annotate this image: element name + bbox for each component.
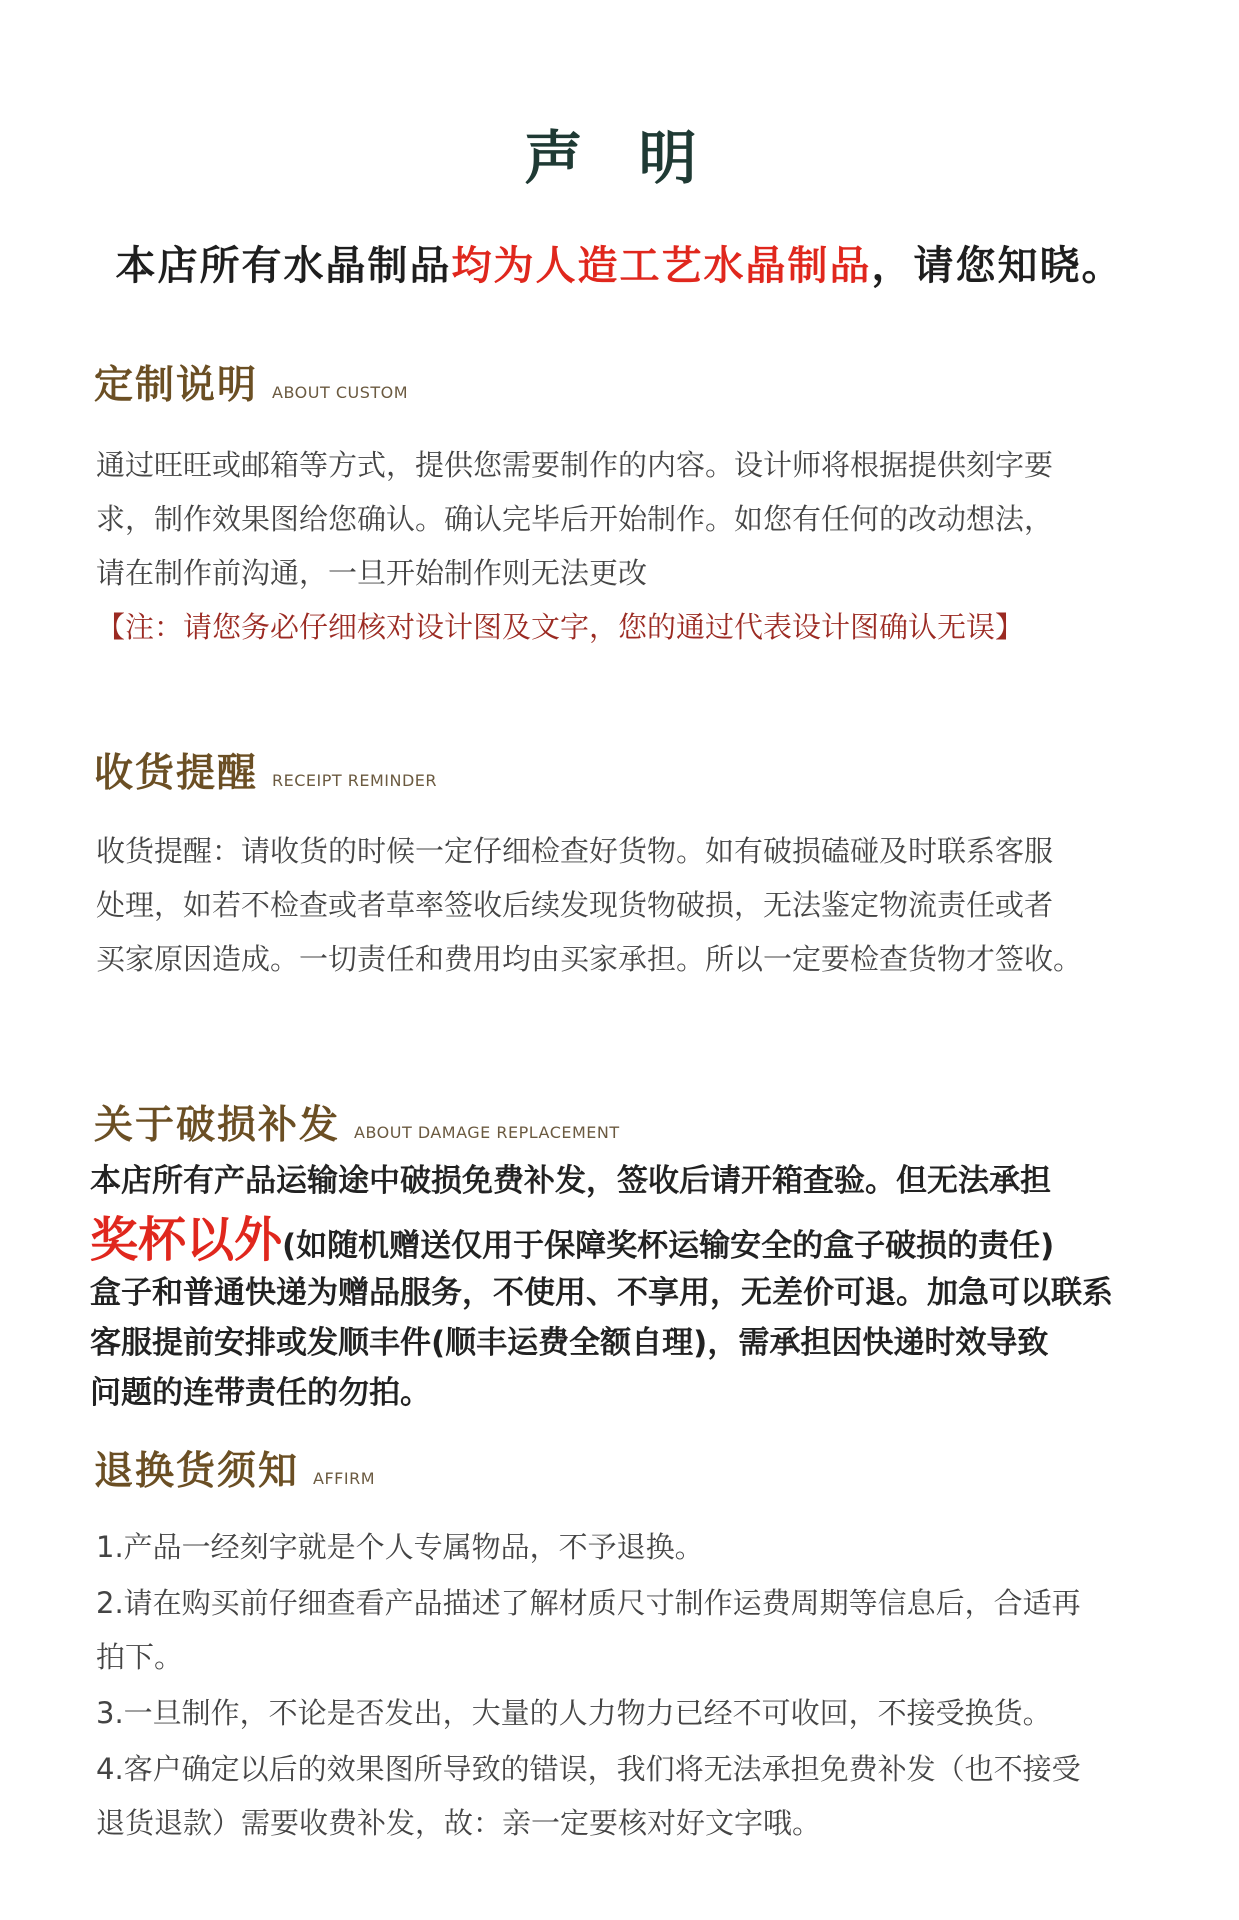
custom-line: 求，制作效果图给您确认。确认完毕后开始制作。如您有任何的改动想法， — [96, 502, 1054, 536]
page-title: 声 明 — [524, 124, 715, 192]
damage-line-5: 问题的连带责任的勿拍。 — [90, 1375, 431, 1411]
section-custom-title: 定制说明 — [94, 363, 259, 408]
section-returns-heading — [94, 1440, 375, 1496]
damage-highlight: 奖杯以外 — [90, 1212, 283, 1268]
damage-line-1: 本店所有产品运输途中破损免费补发，签收后请开箱查验。但无法承担 — [90, 1163, 1051, 1199]
receipt-line: 收货提醒：请收货的时候一定仔细检查好货物。如有破损磕碰及时联系客服 — [96, 834, 1054, 868]
page-subtitle — [0, 236, 1239, 296]
damage-line-3: 盒子和普通快递为赠品服务，不使用、不享用，无差价可退。加急可以联系 — [90, 1275, 1113, 1311]
receipt-paragraph — [96, 824, 1156, 986]
section-custom-heading — [94, 354, 408, 410]
section-receipt-heading — [94, 742, 437, 798]
receipt-line: 处理，如若不检查或者草率签收后续发现货物破损，无法鉴定物流责任或者 — [96, 888, 1054, 922]
section-damage-subtitle: ABOUT DAMAGE REPLACEMENT — [354, 1123, 620, 1142]
subtitle-highlight: 均为人造工艺水晶制品 — [451, 243, 872, 289]
custom-note: 【注：请您务必仔细核对设计图及文字，您的通过代表设计图确认无误】 — [96, 610, 1025, 644]
section-damage-heading — [94, 1094, 620, 1150]
section-receipt-subtitle: RECEIPT REMINDER — [272, 771, 438, 790]
custom-line: 请在制作前沟通，一旦开始制作则无法更改 — [96, 556, 648, 590]
section-receipt-title: 收货提醒 — [94, 751, 259, 796]
section-custom-subtitle: ABOUT CUSTOM — [272, 383, 409, 402]
returns-item: 1.产品一经刻字就是个人专属物品，不予退换。 — [96, 1530, 704, 1564]
damage-line-4: 客服提前安排或发顺丰件(顺丰运费全额自理)，需承担因快递时效导致 — [90, 1325, 1049, 1361]
damage-line-2-rest: (如随机赠送仅用于保障奖杯运输安全的盒子破损的责任) — [282, 1228, 1055, 1264]
section-damage-title: 关于破损补发 — [94, 1103, 341, 1148]
section-returns-title: 退换货须知 — [94, 1449, 300, 1494]
custom-paragraph — [96, 438, 1156, 600]
custom-line: 通过旺旺或邮箱等方式，提供您需要制作的内容。设计师将根据提供刻字要 — [96, 448, 1054, 482]
returns-item: 2.请在购买前仔细查看产品描述了解材质尺寸制作运费周期等信息后，合适再 — [96, 1586, 1081, 1620]
returns-item-continued: 拍下。 — [96, 1640, 184, 1674]
subtitle-prefix: 本店所有水晶制品 — [115, 243, 452, 289]
subtitle-suffix: ，请您知晓。 — [871, 243, 1124, 289]
receipt-line: 买家原因造成。一切责任和费用均由买家承担。所以一定要检查货物才签收。 — [96, 942, 1083, 976]
damage-line-2 — [90, 1210, 1170, 1276]
returns-item: 4.客户确定以后的效果图所导致的错误，我们将无法承担免费补发（也不接受 — [96, 1752, 1081, 1786]
returns-item: 3.一旦制作，不论是否发出，大量的人力物力已经不可收回，不接受换货。 — [96, 1696, 1052, 1730]
returns-item-continued: 退货退款）需要收费补发，故：亲一定要核对好文字哦。 — [96, 1806, 822, 1840]
section-returns-subtitle: AFFIRM — [313, 1469, 376, 1488]
